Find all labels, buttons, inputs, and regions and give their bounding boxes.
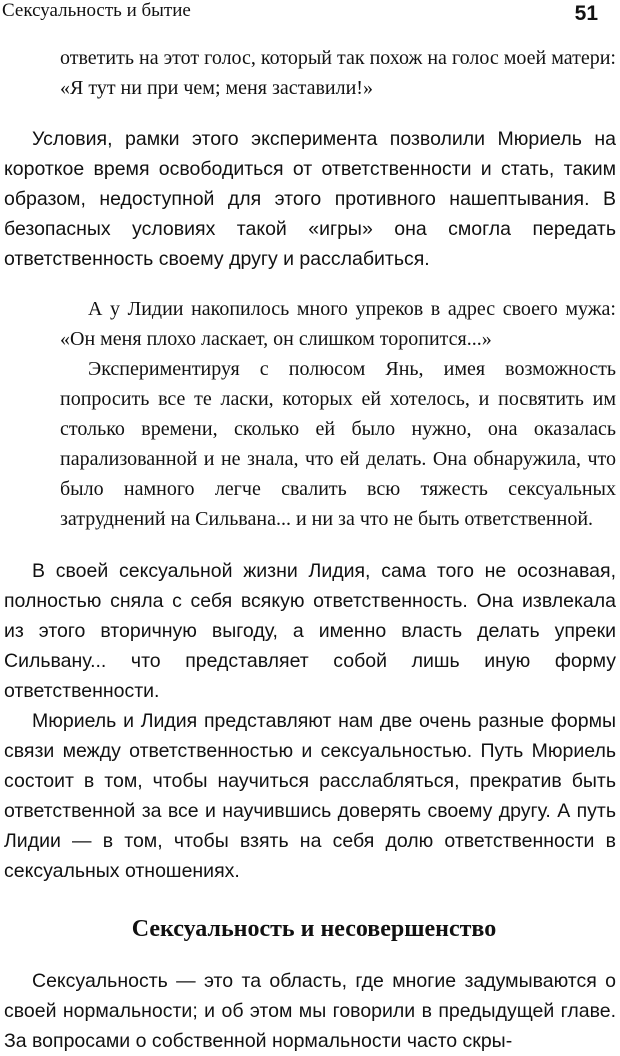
page-body xyxy=(4,43,616,1056)
running-title: Сексуальность и бытие xyxy=(2,0,191,21)
paragraph-two-forms: Мюриель и Лидия представляют нам две очень разные формы связи между ответственностью и сексуальностью. Путь Мюриель состоит в том, чтобы научиться расслабляться, прекратив быть ответственной за все и научившись доверять своему другу. А путь Лидии — в том, чтобы взять на себя долю ответственности в сексуальных отношениях. xyxy=(4,710,616,882)
paragraph-muriel-conditions: Условия, рамки этого эксперимента позволили Мюриель на короткое время освободиться от ответственности и стать, таким образом, недоступной для этого противного нашептывания. В безопасных условиях такой «игры» она смогла передать ответственность своему другу и расслабиться. xyxy=(4,128,616,270)
paragraph-sexuality-normality: Сексуальность — это та область, где многие задумываются о своей нормальности; и об этом мы говорили в предыдущей главе. За вопросами о собственной нормальности часто скры- xyxy=(4,970,616,1052)
section-heading: Сексуальность и несовершенство xyxy=(131,916,497,942)
paragraph-lydia-responsibility: В своей сексуальной жизни Лидия, сама того не осознавая, полностью сняла с себя всякую ответственность. Она извлекала из этого вторичную выгоду, а именно власть делать упреки Сильвану... что представляет собой лишь иную форму ответственности. xyxy=(4,560,616,702)
quote-lydia-reproaches: А у Лидии накопилось много упреков в адрес своего мужа: «Он меня плохо ласкает, он слишком торопится...» xyxy=(60,298,616,350)
quote-lydia-experiment: Экспериментируя с полюсом Янь, имея возможность попросить все те ласки, которых ей хотелось, и посвятить им столько времени, сколько ей было нужно, она оказалась парализованной и не знала, что ей делать. Она обнаружила, что было намного легче свалить всю тяжесть сексуальных затруднений на Сильвана... и ни за что не быть ответственной. xyxy=(60,358,616,530)
page-header xyxy=(0,0,620,28)
quote-continuation: ответить на этот голос, который так похож на голос моей матери: «Я тут ни при чем; меня заставили!» xyxy=(60,47,616,99)
quote-block-lydia xyxy=(4,294,616,534)
quote-block-top xyxy=(4,43,616,103)
page-number: 51 xyxy=(574,2,598,25)
